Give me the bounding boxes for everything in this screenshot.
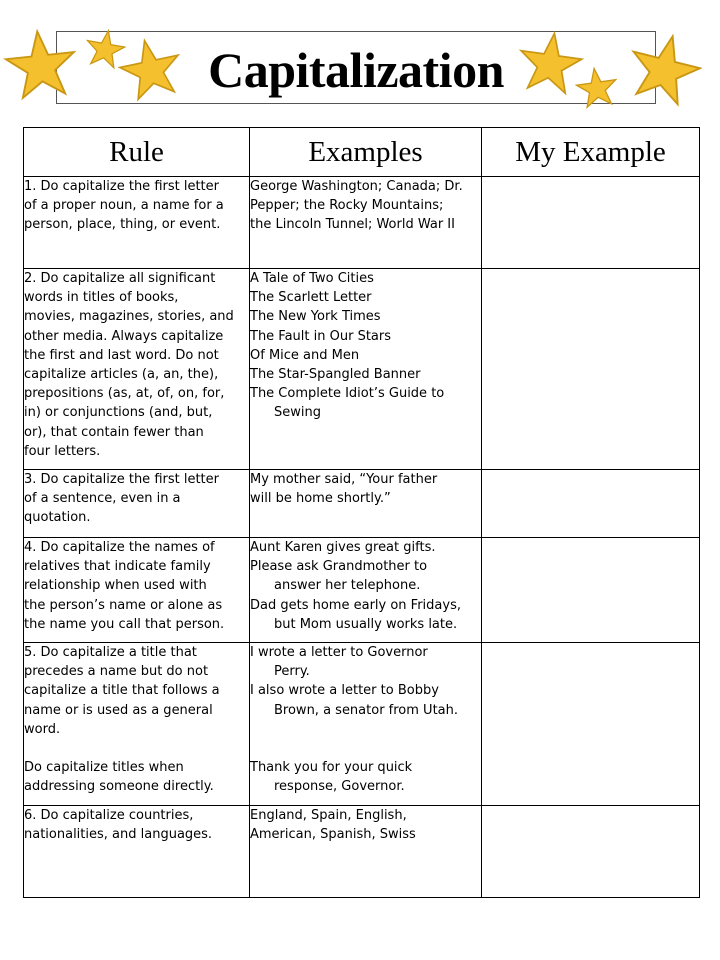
rule-line: Do capitalize titles when (24, 760, 184, 776)
rule-line: person, place, thing, or event. (24, 217, 221, 233)
example-line: George Washington; Canada; Dr. (250, 179, 463, 194)
example-line: Sewing (274, 405, 321, 421)
rule-line: capitalize articles (a, an, the), (24, 367, 219, 383)
blank-line (250, 739, 481, 758)
rule-line: prepositions (as, at, of, on, for, (24, 386, 225, 402)
example-line: The New York Times (250, 309, 381, 325)
example-line: The Fault in Our Stars (250, 328, 392, 344)
example-line: response, Governor. (274, 779, 405, 795)
rule-line: name or is used as a general (24, 702, 213, 718)
table-row (24, 177, 700, 269)
rule-line: movies, magazines, stories, and (24, 309, 234, 325)
rule-line: the person’s name or alone as (24, 597, 223, 613)
example-line: Pepper; the Rocky Mountains; (250, 198, 444, 214)
page-title: Capitalization (208, 42, 504, 98)
rule-line: relationship when used with (24, 578, 207, 594)
rule-line: 1. Do capitalize the first letter (24, 179, 219, 194)
example-line: The Complete Idiot’s Guide to (250, 386, 445, 402)
rule-line: relatives that indicate family (24, 559, 211, 575)
my-example-cell[interactable] (482, 538, 700, 643)
rule-line: capitalize a title that follows a (24, 683, 220, 699)
rule-cell (24, 806, 250, 898)
blank-line (24, 739, 249, 758)
rule-line: nationalities, and languages. (24, 827, 213, 843)
rule-line: in) or conjunctions (and, but, (24, 405, 213, 421)
rule-cell (24, 538, 250, 643)
rule-cell (24, 470, 250, 538)
my-example-cell[interactable] (482, 470, 700, 538)
table-row (24, 269, 700, 470)
example-line: Thank you for your quick (250, 760, 413, 776)
rule-cell (24, 269, 250, 470)
table-row (24, 806, 700, 898)
rule-line: or), that contain fewer than (24, 424, 204, 440)
examples-cell (250, 538, 482, 643)
rule-line: other media. Always capitalize (24, 328, 224, 344)
examples-cell (250, 470, 482, 538)
header-my-example: My Example (482, 128, 700, 177)
rule-line: of a sentence, even in a (24, 491, 181, 507)
table-row (24, 538, 700, 643)
example-line: My mother said, “Your father (250, 472, 438, 487)
example-line: Brown, a senator from Utah. (274, 702, 459, 718)
rule-line: the name you call that person. (24, 616, 225, 632)
example-line: Perry. (274, 664, 310, 680)
rule-line: 3. Do capitalize the first letter (24, 472, 219, 487)
rule-line: 5. Do capitalize a title that (24, 645, 197, 660)
example-line: I also wrote a letter to Bobby (250, 683, 439, 699)
example-line: The Star-Spangled Banner (250, 367, 421, 383)
my-example-cell[interactable] (482, 806, 700, 898)
example-line: Of Mice and Men (250, 347, 360, 363)
example-line: A Tale of Two Cities (250, 271, 374, 286)
examples-cell (250, 177, 482, 269)
rule-line: addressing someone directly. (24, 779, 214, 795)
rule-line: 4. Do capitalize the names of (24, 540, 215, 555)
rule-line: the first and last word. Do not (24, 347, 219, 363)
example-line: Please ask Grandmother to (250, 559, 428, 575)
examples-cell (250, 643, 482, 806)
table-row (24, 470, 700, 538)
example-line: Aunt Karen gives great gifts. (250, 540, 436, 555)
rule-line: quotation. (24, 510, 91, 526)
my-example-cell[interactable] (482, 177, 700, 269)
header-examples: Examples (250, 128, 482, 177)
rule-line: 6. Do capitalize countries, (24, 808, 194, 823)
rule-line: word. (24, 721, 61, 737)
blank-line (250, 720, 481, 739)
rule-cell (24, 177, 250, 269)
rule-line: 2. Do capitalize all significant (24, 271, 216, 286)
example-line: the Lincoln Tunnel; World War II (250, 217, 455, 233)
example-line: will be home shortly.” (250, 491, 391, 507)
header-rule: Rule (24, 128, 250, 177)
my-example-cell[interactable] (482, 643, 700, 806)
example-line: England, Spain, English, (250, 808, 407, 823)
rule-line: four letters. (24, 443, 101, 459)
rule-line: words in titles of books, (24, 290, 179, 306)
table-row (24, 643, 700, 806)
example-line: The Scarlett Letter (250, 290, 372, 306)
capitalization-table (23, 127, 700, 898)
example-line: answer her telephone. (274, 578, 421, 594)
rule-line: precedes a name but do not (24, 664, 209, 680)
rule-line: of a proper noun, a name for a (24, 198, 224, 214)
example-line: American, Spanish, Swiss (250, 827, 416, 843)
example-line: I wrote a letter to Governor (250, 645, 428, 660)
examples-cell (250, 806, 482, 898)
table-header-row (24, 128, 700, 177)
example-line: Dad gets home early on Fridays, (250, 597, 461, 613)
example-line: but Mom usually works late. (274, 616, 458, 632)
examples-cell (250, 269, 482, 470)
rule-cell (24, 643, 250, 806)
my-example-cell[interactable] (482, 269, 700, 470)
